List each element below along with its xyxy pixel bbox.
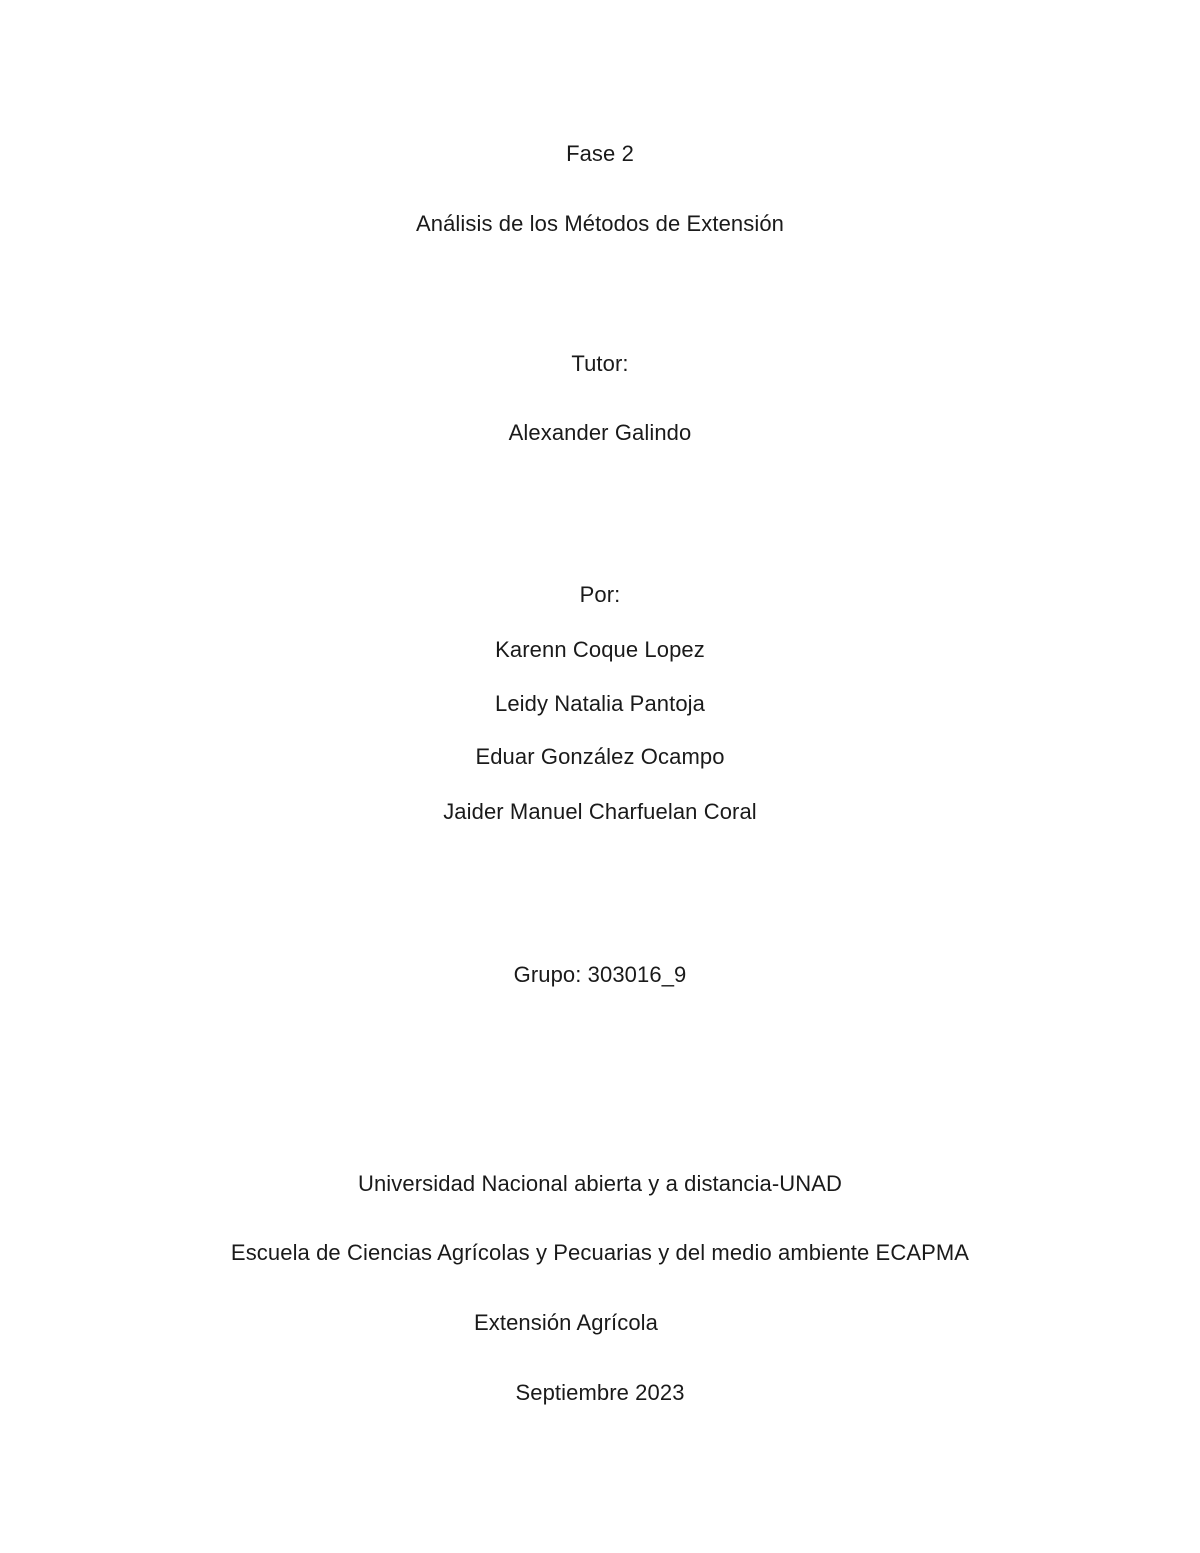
document-date: Septiembre 2023: [515, 1380, 685, 1405]
author-name: Leidy Natalia Pantoja: [494, 691, 705, 716]
document-title: Análisis de los Métodos de Extensión: [415, 211, 785, 236]
author-name: Jaider Manuel Charfuelan Coral: [443, 799, 757, 824]
authors-label: Por:: [579, 582, 621, 607]
author-name: Eduar González Ocampo: [475, 744, 725, 769]
university-name: Universidad Nacional abierta y a distancia-UNAD: [357, 1171, 843, 1196]
tutor-name: Alexander Galindo: [508, 420, 692, 445]
school-name: Escuela de Ciencias Agrícolas y Pecuarias y del medio ambiente ECAPMA: [230, 1240, 970, 1265]
author-name: Karenn Coque Lopez: [495, 637, 705, 662]
phase-heading: Fase 2: [566, 141, 634, 166]
group-code: Grupo: 303016_9: [513, 962, 687, 987]
course-name: Extensión Agrícola: [473, 1310, 659, 1335]
tutor-label: Tutor:: [571, 351, 629, 376]
